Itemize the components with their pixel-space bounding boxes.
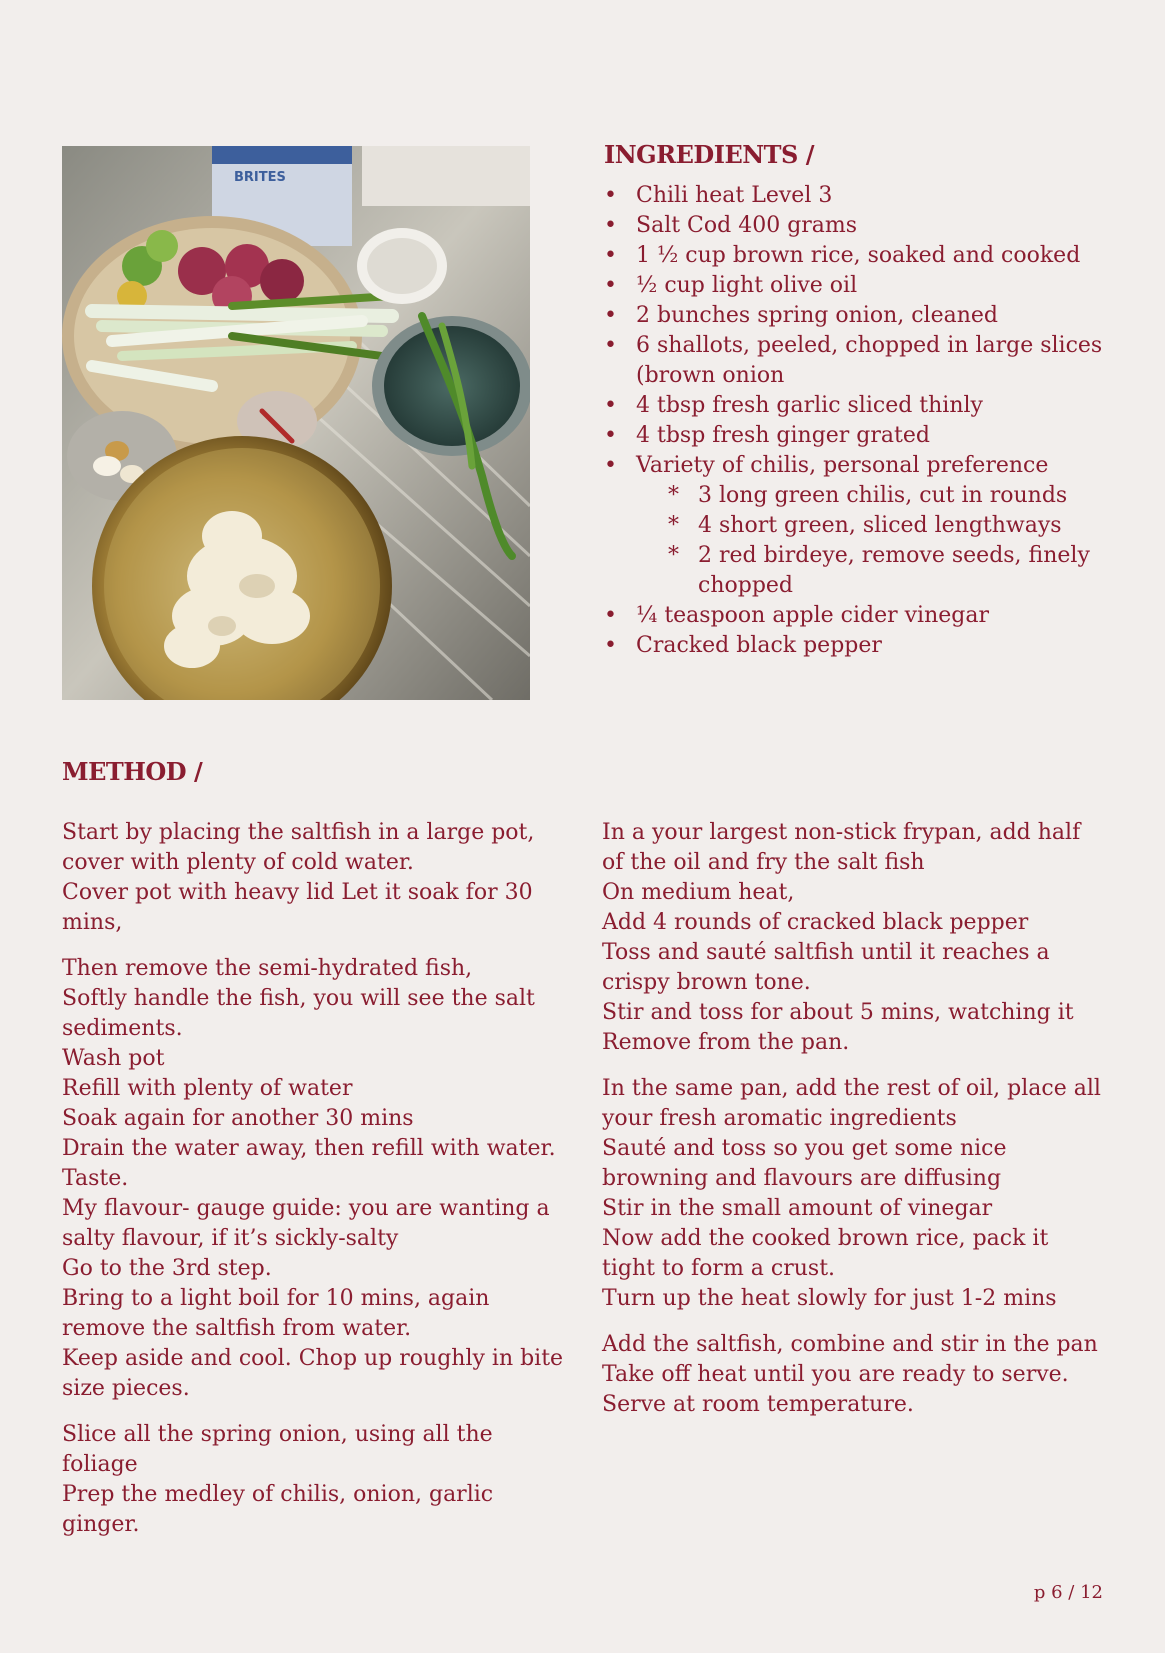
bullet-marker: • <box>604 633 617 658</box>
bullet-marker: • <box>604 243 617 268</box>
ingredient-item: • 4 tbsp fresh ginger grated <box>604 421 1124 451</box>
ingredient-item: • 6 shallots, peeled, chopped in large slices (brown onion <box>604 333 1103 388</box>
method-title: METHOD / <box>62 757 203 786</box>
method-step: On medium heat, <box>602 880 795 905</box>
bullet-marker: • <box>604 453 617 478</box>
ingredient-item: • 2 bunches spring onion, cleaned <box>604 301 1124 331</box>
method-paragraph <box>602 818 1107 1058</box>
ingredient-item: • 1 ½ cup brown rice, soaked and cooked <box>604 241 1124 271</box>
bullet-marker: • <box>604 303 617 328</box>
ingredient-item: • Salt Cod 400 grams <box>604 211 1124 241</box>
method-column-left <box>62 818 567 1556</box>
method-step: Prep the medley of chilis, onion, garlic ginger. <box>62 1482 494 1537</box>
ingredient-item: • ¼ teaspoon apple cider vinegar <box>604 601 1124 631</box>
ingredient-item: • ½ cup light olive oil <box>604 271 1124 301</box>
ingredients-list <box>604 181 1124 481</box>
method-step: Softly handle the fish, you will see the salt sediments. <box>62 986 535 1041</box>
star-marker: * <box>668 543 679 568</box>
method-step: Take off heat until you are ready to serve. <box>602 1362 1069 1387</box>
method-step: Wash pot <box>62 1046 165 1071</box>
bullet-marker: • <box>604 333 617 358</box>
page-number: p 6 / 12 <box>1033 1582 1103 1603</box>
bullet-marker: • <box>604 183 617 208</box>
method-step: Toss and sauté saltfish until it reaches a crispy brown tone. <box>602 940 1050 995</box>
method-paragraph <box>62 954 567 1404</box>
ingredient-item: • Variety of chilis, personal preference <box>604 451 1124 481</box>
bullet-marker: • <box>604 393 617 418</box>
method-paragraph <box>62 818 567 938</box>
method-paragraph <box>602 1074 1107 1314</box>
ingredients-photo <box>62 146 530 700</box>
ingredients-list-end <box>604 601 1124 661</box>
method-step: In a your largest non-stick frypan, add half of the oil and fry the salt fish <box>602 820 1081 875</box>
star-marker: * <box>668 513 679 538</box>
bullet-marker: • <box>604 603 617 628</box>
bullet-marker: • <box>604 213 617 238</box>
method-step: Start by placing the saltfish in a large pot, cover with plenty of cold water. <box>62 820 535 875</box>
method-step: Now add the cooked brown rice, pack it tight to form a crust. <box>602 1226 1049 1281</box>
method-step: Refill with plenty of water <box>62 1076 353 1101</box>
method-step: Turn up the heat slowly for just 1-2 mins <box>602 1286 1057 1311</box>
bullet-marker: • <box>604 273 617 298</box>
chili-subitem: * 3 long green chilis, cut in rounds <box>604 481 1124 511</box>
method-step: My flavour- gauge guide: you are wanting a salty flavour, if it’s sickly-salty <box>62 1196 550 1251</box>
method-step: Drain the water away, then refill with water. Taste. <box>62 1136 556 1191</box>
chili-subitem: * 4 short green, sliced lengthways <box>604 511 1124 541</box>
method-step: Soak again for another 30 mins <box>62 1106 414 1131</box>
package-label: BRITES <box>234 170 286 185</box>
method-step: Stir and toss for about 5 mins, watching it <box>602 1000 1074 1025</box>
method-step: Add the saltfish, combine and stir in the pan <box>602 1332 1098 1357</box>
method-paragraph <box>602 1330 1107 1420</box>
ingredients-title: INGREDIENTS / <box>604 140 814 169</box>
ingredient-item: • Chili heat Level 3 <box>604 181 1124 211</box>
method-step: Serve at room temperature. <box>602 1392 914 1417</box>
bullet-marker: • <box>604 423 617 448</box>
method-step: Keep aside and cool. Chop up roughly in bite size pieces. <box>62 1346 564 1401</box>
ingredient-item: • 4 tbsp fresh garlic sliced thinly <box>604 391 1124 421</box>
method-step: In the same pan, add the rest of oil, place all your fresh aromatic ingredients <box>602 1076 1101 1131</box>
ingredients-section <box>604 140 1124 661</box>
method-step: Cover pot with heavy lid Let it soak for 30 mins, <box>62 880 533 935</box>
ingredient-item: • Cracked black pepper <box>604 631 1124 661</box>
ingredients-photo-illustration <box>62 146 530 700</box>
method-paragraph <box>62 1420 567 1540</box>
method-column-right <box>602 818 1107 1436</box>
method-step: Then remove the semi-hydrated fish, <box>62 956 473 981</box>
method-step: Go to the 3rd step. <box>62 1256 272 1281</box>
chili-subitem: * 2 red birdeye, remove seeds, finely chopped <box>668 543 1090 598</box>
chili-sublist <box>604 481 1124 601</box>
method-step: Bring to a light boil for 10 mins, again remove the saltfish from water. <box>62 1286 490 1341</box>
method-step: Slice all the spring onion, using all the foliage <box>62 1422 493 1477</box>
star-marker: * <box>668 483 679 508</box>
method-step: Remove from the pan. <box>602 1030 850 1055</box>
method-step: Sauté and toss so you get some nice browning and flavours are diffusing <box>602 1136 1007 1191</box>
method-step: Stir in the small amount of vinegar <box>602 1196 993 1221</box>
method-step: Add 4 rounds of cracked black pepper <box>602 910 1029 935</box>
